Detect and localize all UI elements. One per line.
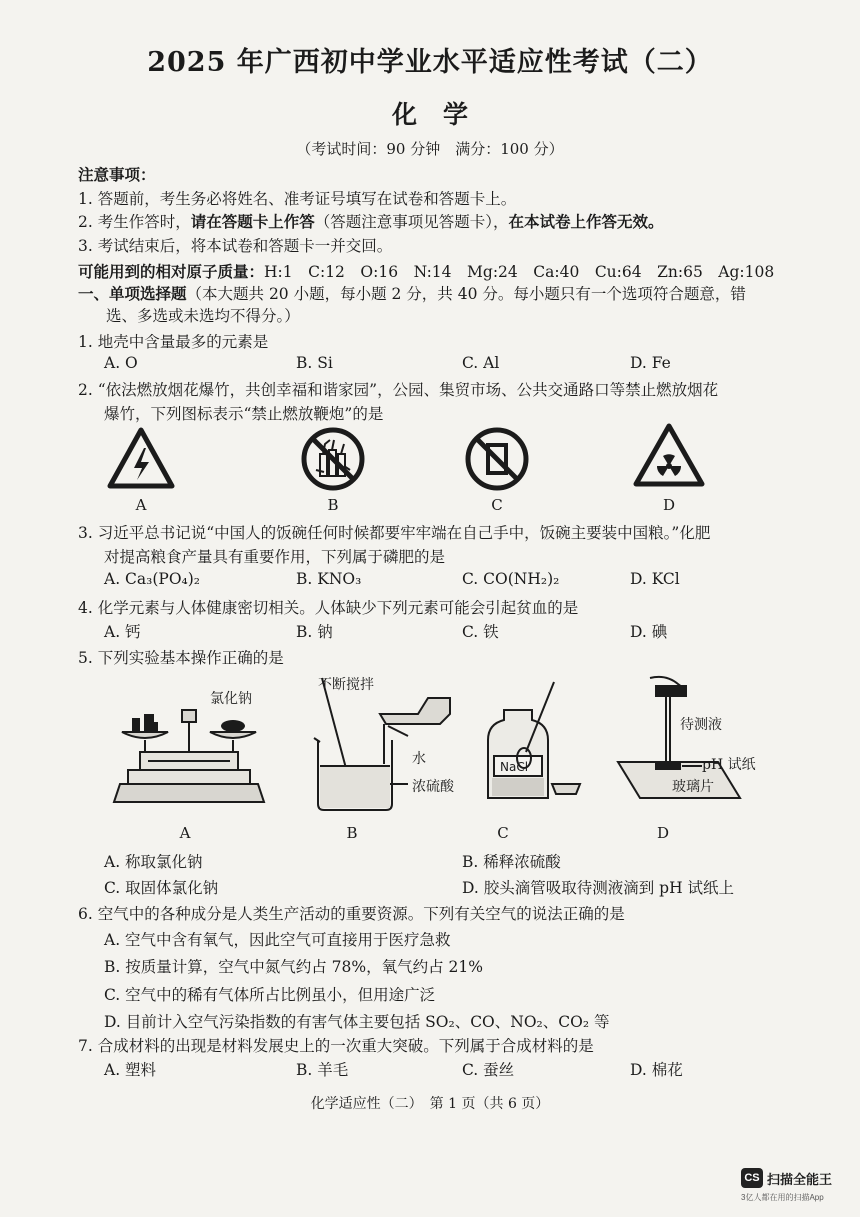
q7-option-d: D. 棉花 <box>630 1061 683 1079</box>
fig-label-ph-paper: pH 试纸 <box>702 757 756 773</box>
fig-label-conc-acid: 浓硫酸 <box>412 779 454 795</box>
q4-option-c: C. 铁 <box>462 623 499 641</box>
q5-option-d: D. 胶头滴管吸取待测液滴到 pH 试纸上 <box>462 879 735 897</box>
exam-meta: （考试时间：90 分钟 满分：100 分） <box>296 140 564 158</box>
note-2-part-a: 2. 考生作答时， <box>78 213 191 231</box>
q5-label-d: D <box>656 824 670 842</box>
q1-option-c: C. Al <box>462 354 500 372</box>
section-heading <box>78 282 746 304</box>
q2-label-a: A <box>135 496 147 514</box>
atomic-masses-values: H:1 C:12 O:16 N:14 Mg:24 Ca:40 Cu:64 Zn:65 Ag:108 <box>264 263 775 281</box>
q6-stem: 6. 空气中的各种成分是人类生产活动的重要资源。下列有关空气的说法正确的是 <box>78 905 625 923</box>
q6-option-d: D. 目前计入空气污染指数的有害气体主要包括 SO₂、CO、NO₂、CO₂ 等 <box>104 1013 610 1031</box>
q3-stem-1: 3. 习近平总书记说“中国人的饭碗任何时候都要牢牢端在自己手中，饭碗主要装中国粮。”化肥 <box>78 524 711 542</box>
q3-option-d: D. KCl <box>630 570 680 588</box>
q1-option-a: A. O <box>104 354 138 372</box>
high-voltage-warning-icon <box>106 426 176 490</box>
q1-stem: 1. 地壳中含量最多的元素是 <box>78 333 269 351</box>
subject-title: 化学 <box>391 100 494 129</box>
q2-stem-2: 爆竹，下列图标表示“禁止燃放鞭炮”的是 <box>104 405 384 423</box>
q2-label-b: B <box>327 496 339 514</box>
q5-option-c: C. 取固体氯化钠 <box>104 879 219 897</box>
q7-option-a: A. 塑料 <box>104 1061 157 1079</box>
no-firecrackers-icon <box>300 426 366 492</box>
q1-option-d: D. Fe <box>630 354 671 372</box>
fig-label-sodium-chloride: 氯化钠 <box>210 691 252 707</box>
note-2 <box>78 210 664 232</box>
q6-option-a: A. 空气中含有氧气，因此空气可直接用于医疗急救 <box>104 931 451 949</box>
q1-option-b: B. Si <box>296 354 333 372</box>
q5-label-b: B <box>346 824 358 842</box>
q5-label-c: C <box>497 824 509 842</box>
q5-option-a: A. 称取氯化钠 <box>104 853 203 871</box>
atomic-masses <box>78 260 774 282</box>
no-stacking-icon <box>464 426 530 492</box>
section-desc-2: 选、多选或未选均不得分。） <box>106 307 300 325</box>
q3-stem-2: 对提高粮食产量具有重要作用，下列属于磷肥的是 <box>104 548 446 566</box>
scanner-app-name: 扫描全能王 <box>767 1172 833 1187</box>
note-2-part-c: （答题注意事项见答题卡）， <box>314 213 509 231</box>
page-footer: 化学适应性（二） 第 1 页（共 6 页） <box>310 1096 550 1112</box>
q4-stem: 4. 化学元素与人体健康密切相关。人体缺少下列元素可能会引起贫血的是 <box>78 599 579 617</box>
atomic-masses-label: 可能用到的相对原子质量： <box>78 262 265 281</box>
q4-option-a: A. 钙 <box>104 623 141 641</box>
fig-label-stir: 不断搅拌 <box>318 677 374 693</box>
q2-label-c: C <box>491 496 503 514</box>
q6-option-c: C. 空气中的稀有气体所占比例虽小，但用途广泛 <box>104 986 436 1004</box>
q5-stem: 5. 下列实验基本操作正确的是 <box>78 649 284 667</box>
section-title: 一、单项选择题 <box>78 284 187 303</box>
reagent-bottle-figure <box>484 678 594 808</box>
note-1: 1. 答题前，考生务必将姓名、准考证号填写在试卷和答题卡上。 <box>78 190 517 208</box>
note-2-part-b: 请在答题卡上作答 <box>190 212 315 231</box>
q5-label-a: A <box>179 824 191 842</box>
q7-option-c: C. 蚕丝 <box>462 1061 515 1079</box>
fig-label-water: 水 <box>412 751 426 767</box>
q4-option-b: B. 钠 <box>296 623 333 641</box>
radiation-warning-icon <box>632 422 706 488</box>
q2-label-d: D <box>662 496 676 514</box>
q3-option-a: A. Ca₃(PO₄)₂ <box>104 570 201 588</box>
fig-label-test-liquid: 待测液 <box>680 717 722 733</box>
fig-label-nacl: NaCl <box>500 760 529 774</box>
q2-stem-1: 2. “依法燃放烟花爆竹，共创幸福和谐家园”，公园、集贸市场、公共交通路口等禁止燃放烟花 <box>78 381 719 399</box>
fig-label-glass-plate: 玻璃片 <box>672 779 714 795</box>
note-2-part-d: 在本试卷上作答无效。 <box>508 212 664 231</box>
scanner-tagline: 3亿人都在用的扫描App <box>741 1193 824 1202</box>
section-desc: （本大题共 20 小题，每小题 2 分，共 40 分。每小题只有一个选项符合题意，错 <box>186 285 746 303</box>
notes-heading: 注意事项： <box>78 165 156 184</box>
q4-option-d: D. 碘 <box>630 623 668 641</box>
q5-option-b: B. 稀释浓硫酸 <box>462 853 561 871</box>
q6-option-b: B. 按质量计算，空气中氮气约占 78%，氧气约占 21% <box>104 958 484 976</box>
q3-option-b: B. KNO₃ <box>296 570 362 588</box>
q3-option-c: C. CO(NH₂)₂ <box>462 570 560 588</box>
exam-title: 2025 年广西初中学业水平适应性考试（二） <box>147 47 713 78</box>
q7-stem: 7. 合成材料的出现是材料发展史上的一次重大突破。下列属于合成材料的是 <box>78 1037 594 1055</box>
note-3: 3. 考试结束后，将本试卷和答题卡一并交回。 <box>78 237 393 255</box>
balance-scale-figure <box>118 692 268 814</box>
scanner-logo-icon: CS <box>741 1168 763 1188</box>
q7-option-b: B. 羊毛 <box>296 1061 349 1079</box>
